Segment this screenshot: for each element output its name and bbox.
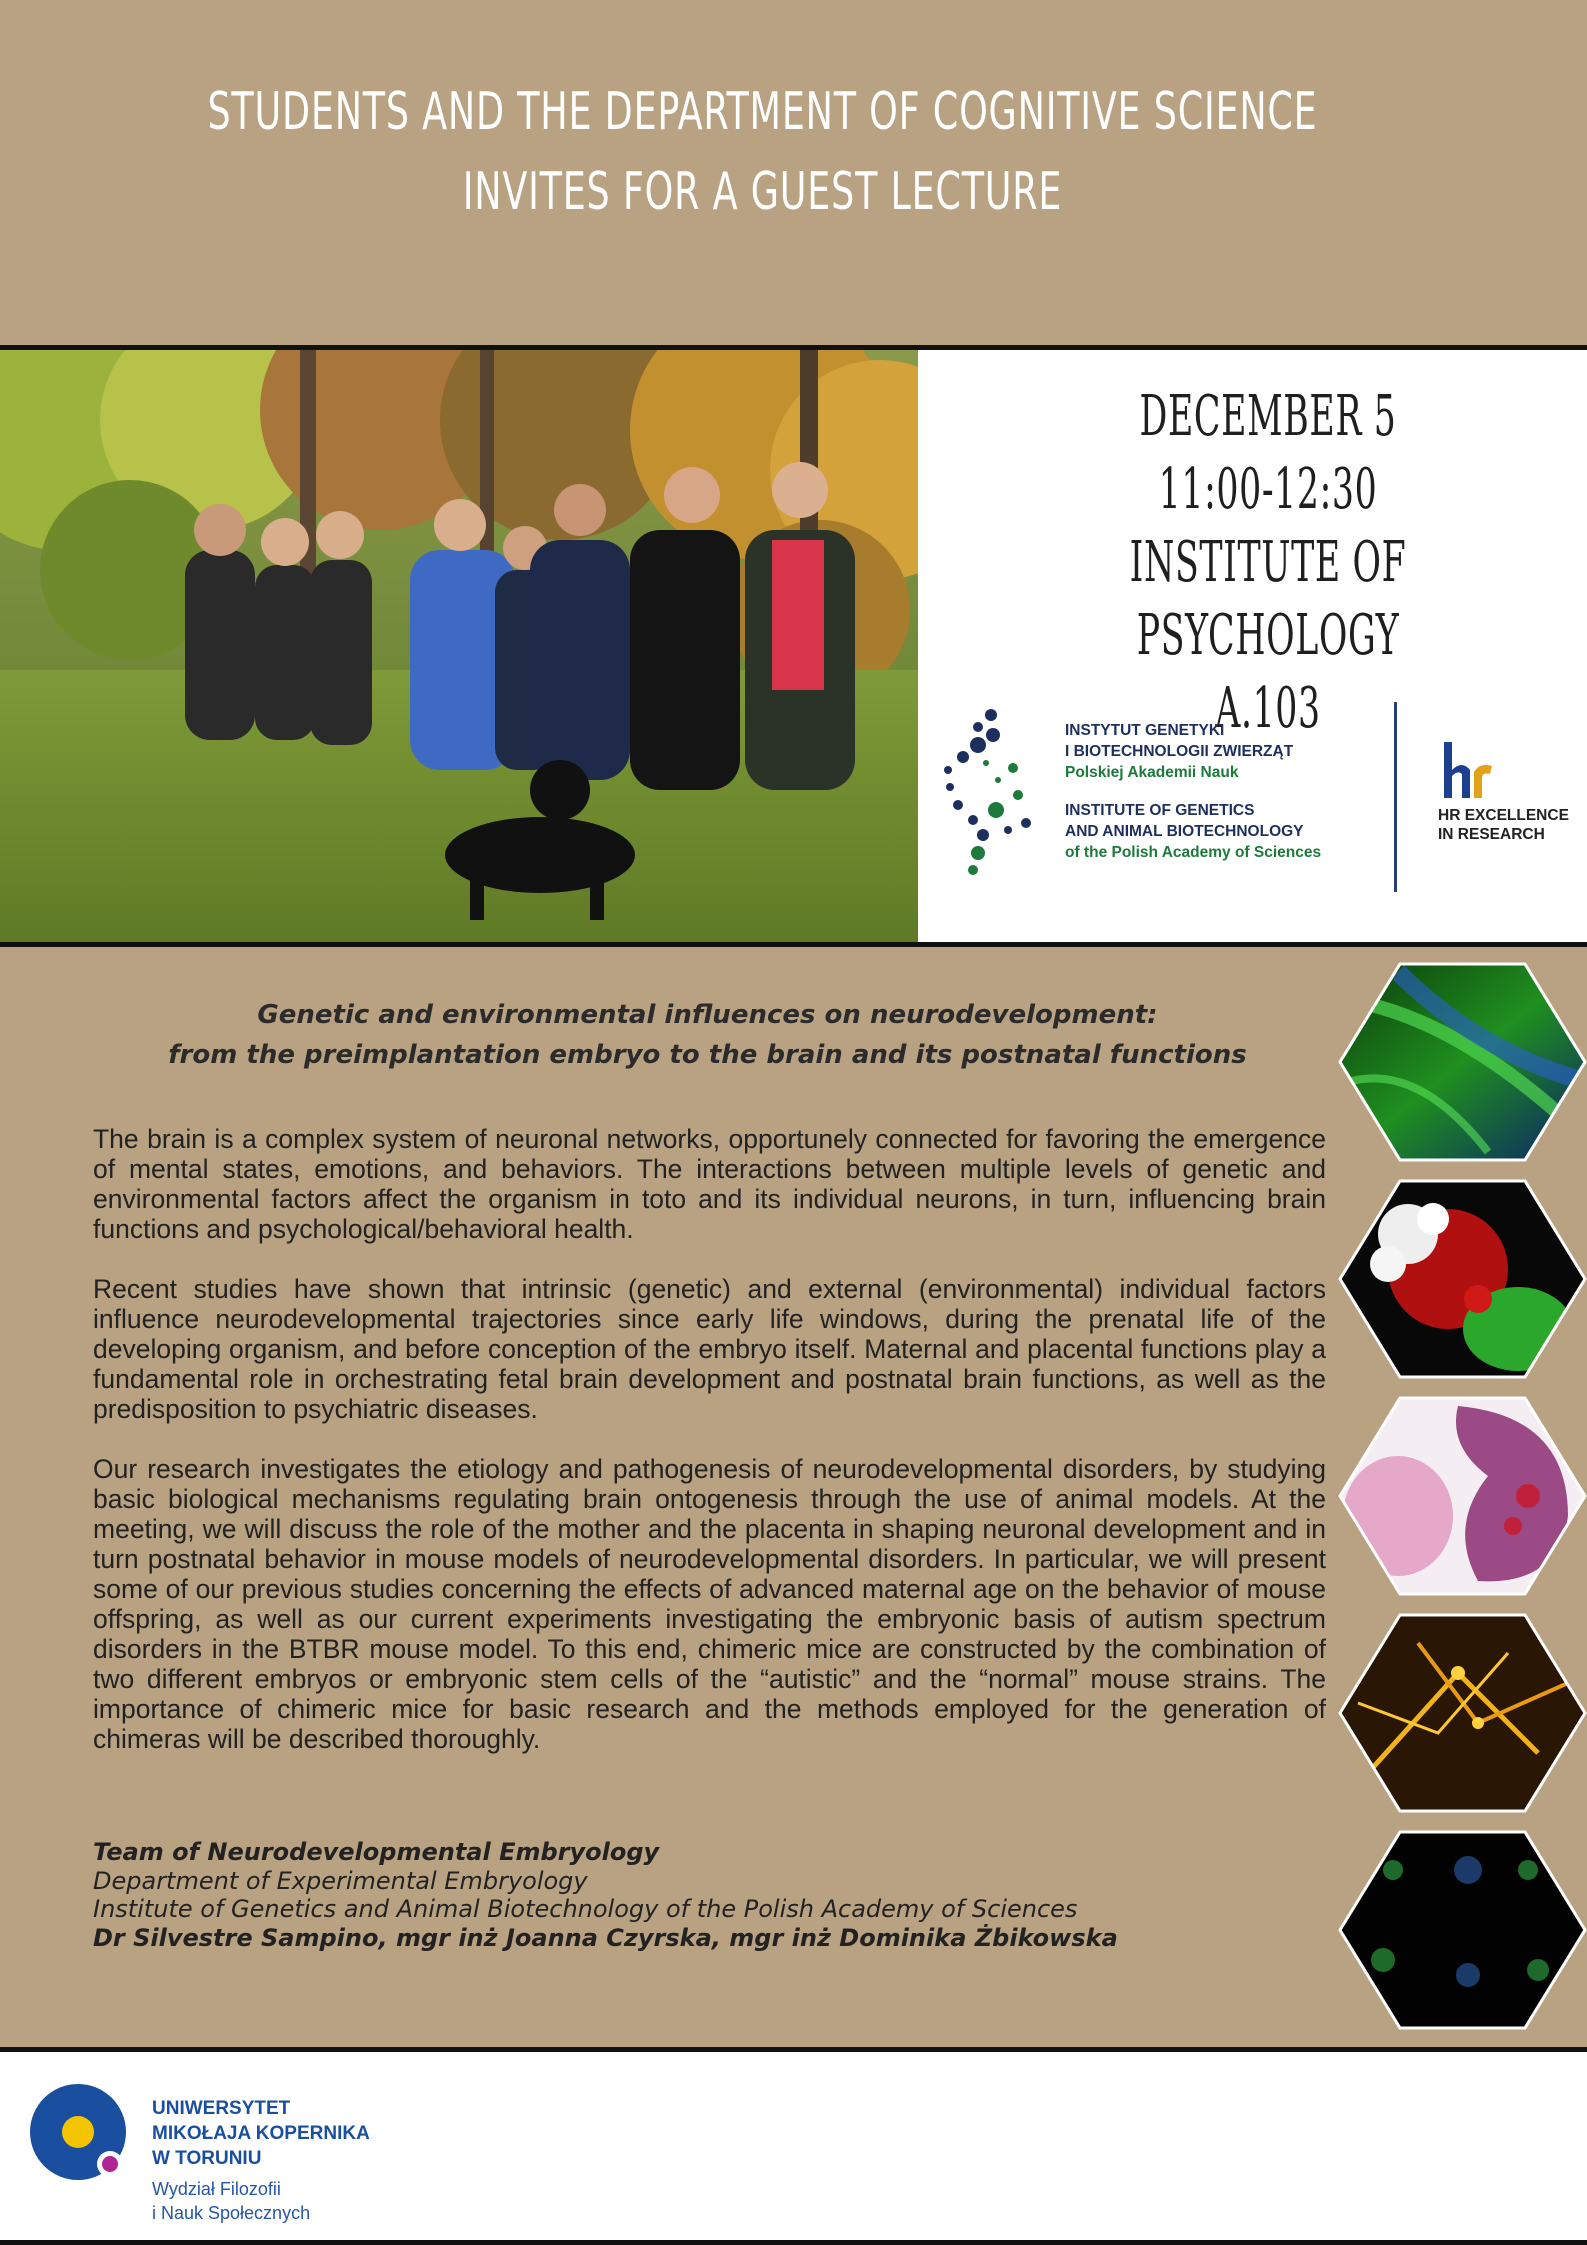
event-time: 11:00-12:30 <box>1158 457 1378 522</box>
event-date: DECEMBER 5 <box>1139 384 1397 449</box>
event-info <box>918 350 1587 942</box>
hr-excellence-badge <box>1438 740 1578 844</box>
logo-divider <box>1394 702 1397 892</box>
main-content <box>0 947 1587 2047</box>
igab-en-line-1: INSTITUTE OF GENETICS <box>1065 802 1255 819</box>
header-title-line-1: STUDENTS AND THE DEPARTMENT OF COGNITIVE SCIENCE <box>207 82 1318 142</box>
hr-logo-icon <box>1438 740 1498 802</box>
hex-image-green-tissue <box>1338 962 1587 1162</box>
umk-name-line-3: W TORUNIU <box>152 2148 262 2169</box>
header-title-line-2: INVITES FOR A GUEST LECTURE <box>462 162 1063 222</box>
header-title <box>168 72 1358 232</box>
umk-faculty-line-1: Wydział Filozofii <box>152 2179 281 2199</box>
event-room: A.103 <box>1215 676 1321 741</box>
lecture-title-line-1: Genetic and environmental influences on neurodevelopment: <box>257 1000 1158 1030</box>
abstract-paragraph-1: The brain is a complex system of neuronal networks, opportunely connected for favoring the emergence of mental states, emotions, and behaviors. The interactions between multiple levels of genetic and environmental factors affect the organism in toto and its individual neurons, in turn, influencing brain functions and psychological/behavioral health. <box>93 1124 1326 1244</box>
igab-dots-icon <box>938 705 1038 885</box>
header <box>0 0 1587 345</box>
team-department: Department of Experimental Embryology <box>93 1866 588 1895</box>
igab-pl-line-1: INSTYTUT GENETYKI <box>1065 722 1225 739</box>
hr-badge-text <box>1438 806 1578 844</box>
hr-badge-line-2: IN RESEARCH <box>1438 826 1545 843</box>
hero-band <box>0 345 1587 947</box>
lecture-abstract <box>93 1124 1326 1784</box>
igab-pl-line-3: Polskiej Akademii Nauk <box>1065 764 1239 781</box>
hex-image-histology <box>1338 1396 1587 1596</box>
team-name: Team of Neurodevelopmental Embryology <box>93 1838 660 1866</box>
lecture-title-line-2: from the preimplantation embryo to the brain and its postnatal functions <box>168 1040 1247 1070</box>
hr-badge-line-1: HR EXCELLENCE <box>1438 807 1569 824</box>
umk-text <box>152 2096 370 2225</box>
igab-logo <box>938 705 1378 885</box>
umk-name-line-2: MIKOŁAJA KOPERNIKA <box>152 2123 370 2144</box>
event-details <box>918 380 1587 745</box>
team-people: Dr Silvestre Sampino, mgr inż Joanna Czyrska, mgr inż Dominika Żbikowska <box>93 1923 1118 1952</box>
footer-border <box>0 2240 1587 2245</box>
hex-image-embryo-cells <box>1338 1179 1587 1379</box>
footer <box>0 2047 1587 2245</box>
igab-en-line-2: AND ANIMAL BIOTECHNOLOGY <box>1065 823 1304 840</box>
lecture-title <box>120 995 1295 1075</box>
umk-faculty-line-2: i Nauk Społecznych <box>152 2203 311 2223</box>
event-venue: INSTITUTE OF PSYCHOLOGY <box>1129 530 1407 668</box>
team-credits <box>93 1838 1326 1952</box>
hex-image-embryos <box>1338 1830 1587 2030</box>
umk-name-line-1: UNIWERSYTET <box>152 2098 291 2119</box>
abstract-paragraph-3: Our research investigates the etiology and pathogenesis of neurodevelopmental disorders, by studying basic biological mechanisms regulating brain ontogenesis through the use of animal models. At the meeting, we will discuss the role of the mother and the placenta in shaping neuronal development and in turn postnatal behavior in mouse models of neurodevelopmental disorders. In particular, we will present some of our previous studies concerning the effects of advanced maternal age on the behavior of mouse offspring, as well as our current experiments investigating the embryonic basis of autism spectrum disorders in the BTBR mouse model. To this end, chimeric mice are constructed by the combination of two different embryos or embryonic stem cells of the “autistic” and the “normal” mouse strains. The importance of chimeric mice for basic research and the methods employed for the generation of chimeras will be described thoroughly. <box>93 1454 1326 1754</box>
group-photo <box>0 350 918 942</box>
igab-text <box>1065 720 1321 863</box>
team-institute: Institute of Genetics and Animal Biotechnology of the Polish Academy of Sciences <box>93 1895 1078 1923</box>
abstract-paragraph-2: Recent studies have shown that intrinsic (genetic) and external (environmental) individual factors influence neurodevelopmental trajectories since early life windows, during the prenatal life of the developing organism, and before conception of the embryo itself. Maternal and placental functions play a fundamental role in orchestrating fetal brain development and postnatal brain functions, as well as the predisposition to psychiatric diseases. <box>93 1274 1326 1424</box>
umk-logo-icon <box>28 2082 128 2182</box>
hex-image-neurons <box>1338 1613 1587 1813</box>
igab-pl-line-2: I BIOTECHNOLOGII ZWIERZĄT <box>1065 743 1294 760</box>
microscopy-hexagons <box>1338 962 1587 2042</box>
igab-en-line-3: of the Polish Academy of Sciences <box>1065 844 1322 861</box>
